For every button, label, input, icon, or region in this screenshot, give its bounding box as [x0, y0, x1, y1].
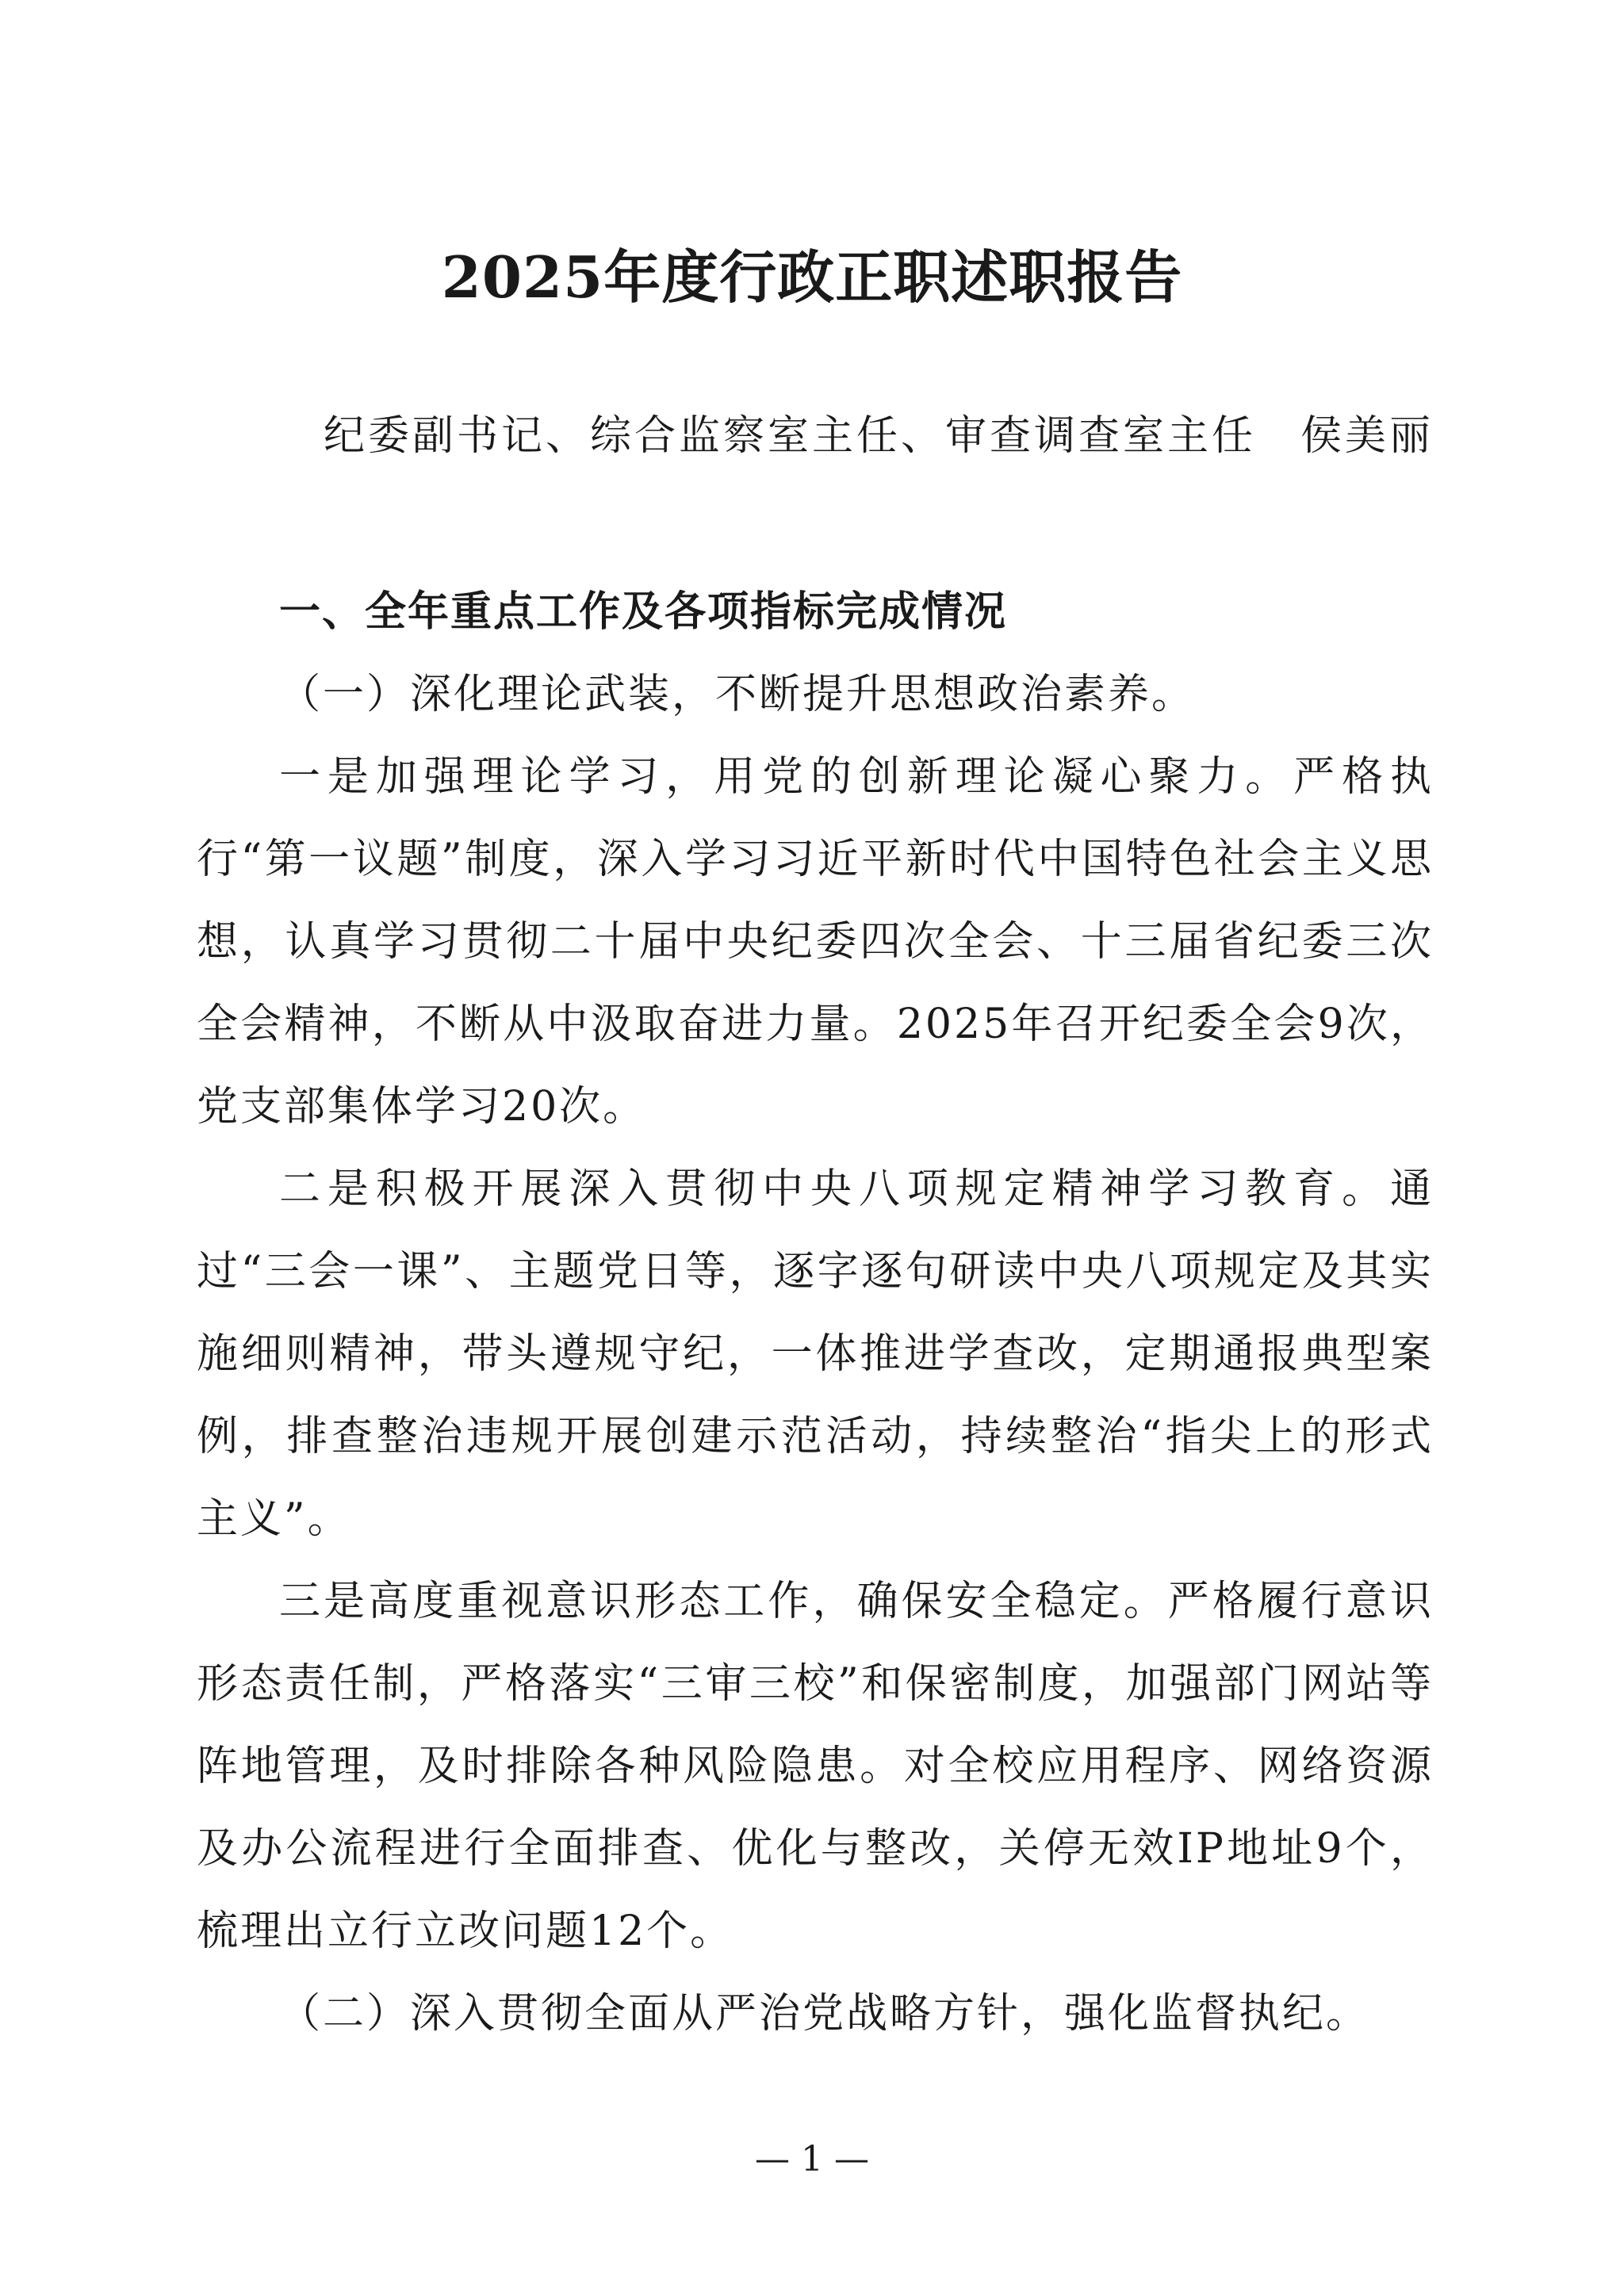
body-paragraph-3: 三是高度重视意识形态工作，确保安全稳定。严格履行意识形态责任制，严格落实“三审三校”和保密制度，加强部门网站等阵地管理，及时排除各种风险隐患。对全校应用程序、网络资源及办公流程进行全面排查、优化与整改，关停无效IP地址9个，梳理出立行立改问题12个。 [197, 1578, 1434, 1955]
document-title: 2025年度行政正职述职报告 [441, 243, 1183, 311]
body-paragraph-1: 一是加强理论学习，用党的创新理论凝心聚力。严格执行“第一议题”制度，深入学习习近平新时代中国特色社会主义思想，认真学习贯彻二十届中央纪委四次全会、十三届省纪委三次全会精神，不断从中汲取奋进力量。2025年召开纪委全会9次，党支部集体学习20次。 [197, 753, 1434, 1131]
page-number: — 1 — [755, 2139, 869, 2179]
body-paragraph-2: 二是积极开展深入贯彻中央八项规定精神学习教育。通过“三会一课”、主题党日等，逐字逐句研读中央八项规定及其实施细则精神，带头遵规守纪，一体推进学查改，定期通报典型案例，排查整治违规开展创建示范活动，持续整治“指尖上的形式主义”。 [197, 1165, 1434, 1543]
subsection-heading-1: （一）深化理论武装，不断提升思想政治素养。 [279, 671, 1196, 718]
section-heading-1: 一、全年重点工作及各项指标完成情况 [279, 588, 1008, 636]
document-body [197, 571, 1434, 2055]
author-byline: 纪委副书记、综合监察室主任、审查调查室主任 侯美丽 [323, 412, 1434, 460]
subsection-heading-2: （二）深入贯彻全面从严治党战略方针，强化监督执纪。 [279, 1990, 1370, 2038]
